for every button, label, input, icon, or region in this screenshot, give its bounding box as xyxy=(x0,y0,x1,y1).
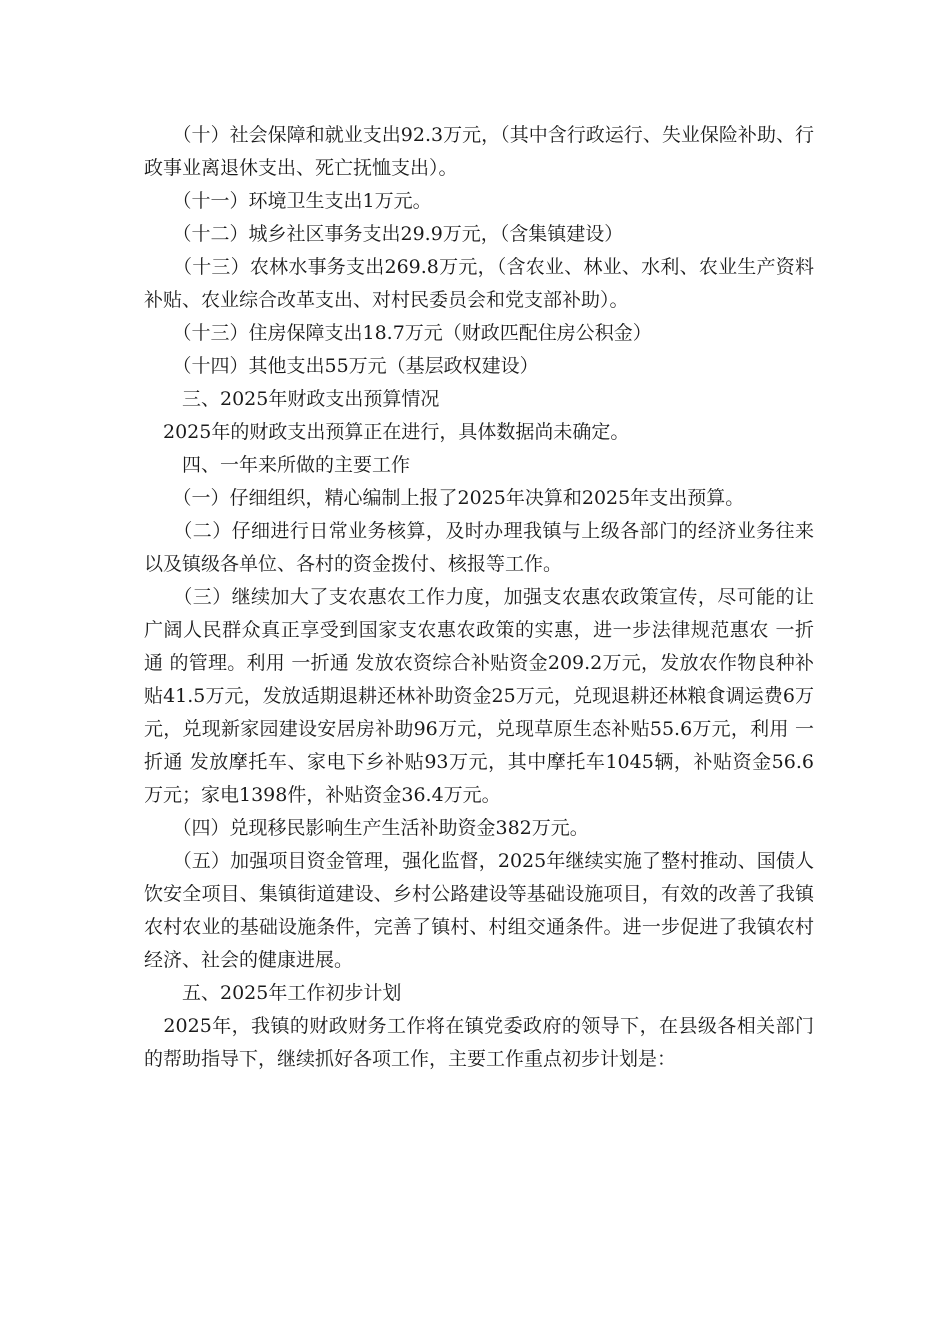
paragraph-housing-expense: （十三）住房保障支出18.7万元（财政匹配住房公积金） xyxy=(144,322,652,344)
section-heading-budget: 三、2025年财政支出预算情况 xyxy=(144,388,440,410)
document-body xyxy=(144,119,814,1076)
paragraph-work-item-1: （一）仔细组织，精心编制上报了2025年决算和2025年支出预算。 xyxy=(144,487,745,509)
section-heading-main-work: 四、一年来所做的主要工作 xyxy=(144,454,411,476)
paragraph-budget-status: 2025年的财政支出预算正在进行，具体数据尚未确定。 xyxy=(144,421,630,443)
paragraph-work-plan-intro: 2025年，我镇的财政财务工作将在镇党委政府的领导下，在县级各相关部门的帮助指导下，继续抓好各项工作，主要工作重点初步计划是： xyxy=(144,1015,814,1070)
paragraph-environment-expense: （十一）环境卫生支出1万元。 xyxy=(144,190,432,212)
section-heading-work-plan: 五、2025年工作初步计划 xyxy=(144,982,402,1004)
paragraph-work-item-4: （四）兑现移民影响生产生活补助资金382万元。 xyxy=(144,817,589,839)
paragraph-community-affairs-expense: （十二）城乡社区事务支出29.9万元，（含集镇建设） xyxy=(144,223,624,245)
paragraph-agriculture-water-expense: （十三）农林水事务支出269.8万元，（含农业、林业、水利、农业生产资料补贴、农业综合改革支出、对村民委员会和党支部补助）。 xyxy=(144,256,814,311)
paragraph-work-item-5: （五）加强项目资金管理，强化监督，2025年继续实施了整村推动、国债人饮安全项目、集镇街道建设、乡村公路建设等基础设施项目，有效的改善了我镇农村农业的基础设施条件，完善了镇村、村组交通条件。进一步促进了我镇农村经济、社会的健康进展。 xyxy=(144,850,814,971)
paragraph-other-expense: （十四）其他支出55万元（基层政权建设） xyxy=(144,355,539,377)
paragraph-work-item-3: （三）继续加大了支农惠农工作力度，加强支农惠农政策宣传，尽可能的让广阔人民群众真正享受到国家支农惠农政策的实惠，进一步法律规范惠农 一折通 的管理。利用 一折通 发放农资综合补贴资金209.2万元，发放农作物良种补贴41.5万元，发放适期退耕还林补助资金25万元，兑现退耕还林粮食调运费6万元，兑现新家园建设安居房补助96万元，兑现草原生态补贴55.6万元，利用 一折通 发放摩托车、家电下乡补贴93万元，其中摩托车1045辆，补贴资金56.6万元；家电1398件，补贴资金36.4万元。 xyxy=(144,586,814,806)
paragraph-work-item-2: （二）仔细进行日常业务核算，及时办理我镇与上级各部门的经济业务往来以及镇级各单位、各村的资金拨付、核报等工作。 xyxy=(144,520,814,575)
paragraph-social-security-expense: （十）社会保障和就业支出92.3万元，（其中含行政运行、失业保险补助、行政事业离退休支出、死亡抚恤支出）。 xyxy=(144,124,814,179)
